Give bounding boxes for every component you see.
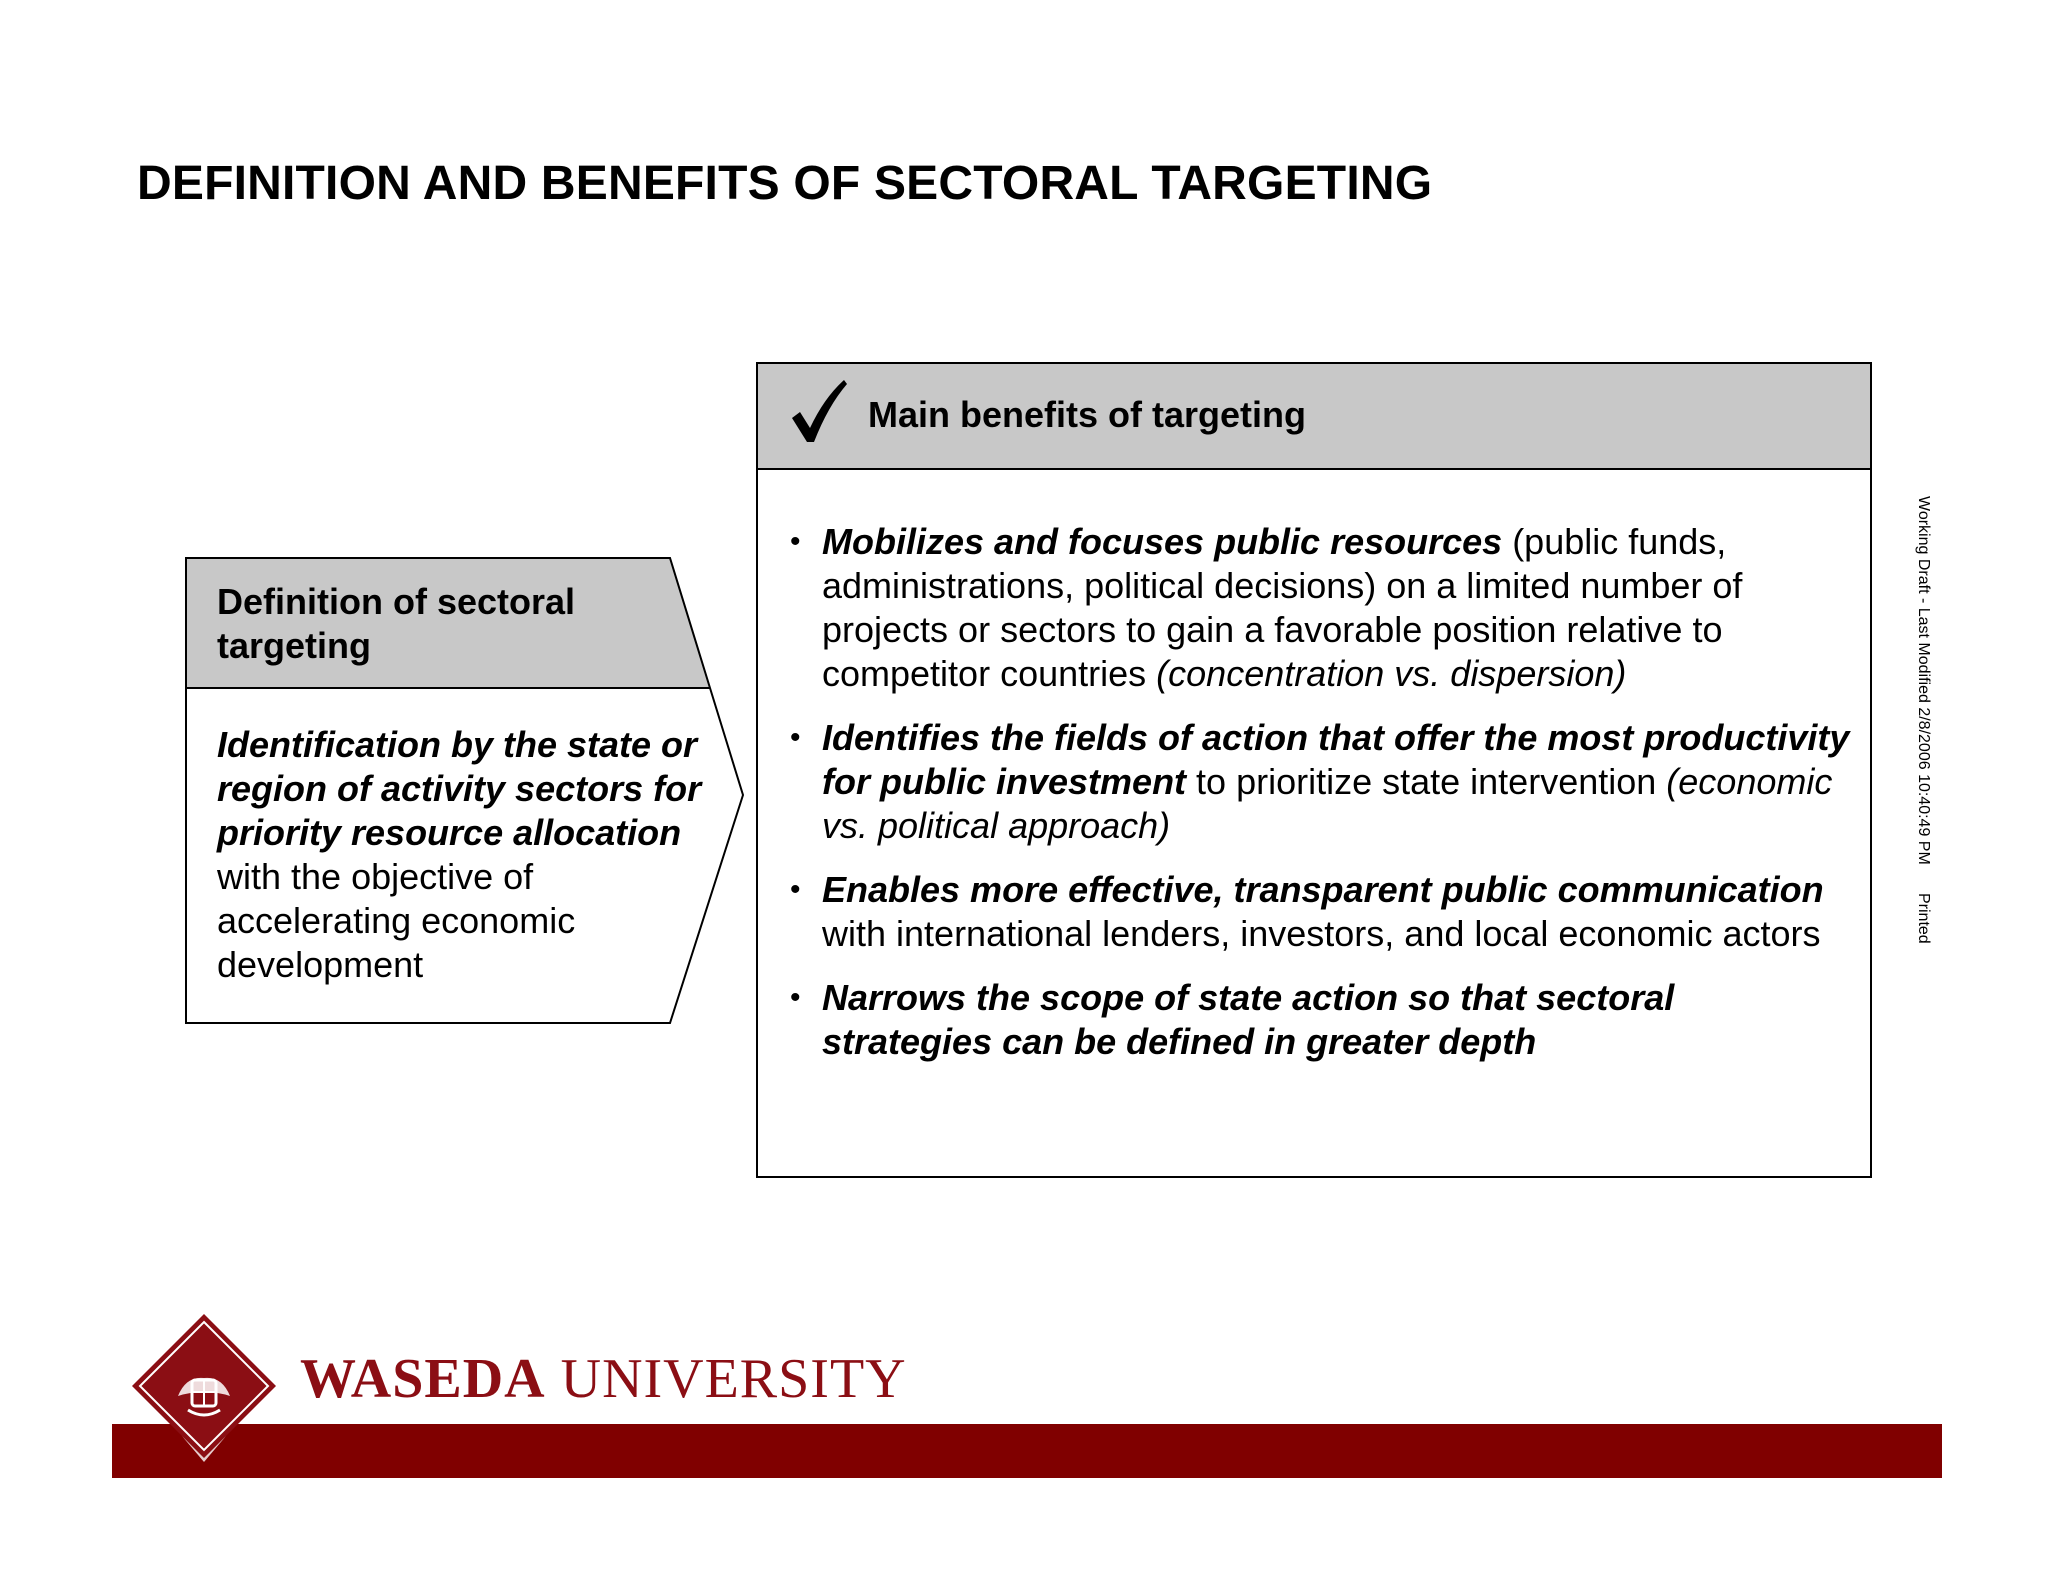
benefits-list xyxy=(790,520,1850,1084)
check-icon xyxy=(790,378,848,444)
benefit-bold: Mobilizes and focuses public resources xyxy=(822,521,1503,562)
benefit-text: to prioritize state intervention xyxy=(1186,761,1667,802)
footer-bar xyxy=(112,1424,1942,1478)
benefits-title: Main benefits of targeting xyxy=(868,394,1307,435)
university-name-first: WASEDA xyxy=(300,1348,546,1410)
printed-text: Printed xyxy=(1915,893,1932,944)
benefit-text: (public funds, administrations, political decisions) on a limited number of projects or sectors to gain a favorable position relative to competitor countries xyxy=(822,521,1743,694)
benefit-italic: (economic vs. political approach) xyxy=(822,761,1833,846)
definition-bold-text: Identification by the state or region of activity sectors for priority resource allocation xyxy=(217,724,702,853)
benefit-bold: Identifies the fields of action that offer the most productivity for public investment xyxy=(822,717,1850,802)
bullet-icon: • xyxy=(790,873,801,906)
university-name xyxy=(300,1347,907,1411)
definition-title: Definition of sectoral targeting xyxy=(217,581,576,666)
benefits-header xyxy=(758,364,1870,470)
benefit-bold: Enables more effective, transparent public communication xyxy=(822,869,1824,910)
bullet-icon: • xyxy=(790,721,801,754)
benefits-box xyxy=(756,362,1872,1178)
benefit-italic: (concentration vs. dispersion) xyxy=(1156,653,1627,694)
bullet-icon: • xyxy=(790,981,801,1014)
list-item xyxy=(790,716,1850,848)
list-item xyxy=(790,520,1850,696)
working-draft-note xyxy=(1914,496,1932,968)
definition-body xyxy=(217,723,727,987)
bullet-icon: • xyxy=(790,525,801,558)
university-name-second: UNIVERSITY xyxy=(545,1348,907,1410)
definition-normal-text: with the objective of accelerating economic development xyxy=(217,856,576,985)
benefit-bold: Narrows the scope of state action so that sectoral strategies can be defined in greater depth xyxy=(822,977,1675,1062)
list-item xyxy=(790,868,1850,956)
waseda-crest-icon xyxy=(130,1312,278,1464)
slide-title: DEFINITION AND BENEFITS OF SECTORAL TARGETING xyxy=(137,157,1433,210)
list-item xyxy=(790,976,1850,1064)
working-draft-text: Working Draft - Last Modified 2/8/2006 10:40:49 PM xyxy=(1915,496,1932,865)
benefit-text: with international lenders, investors, and local economic actors xyxy=(822,913,1821,954)
